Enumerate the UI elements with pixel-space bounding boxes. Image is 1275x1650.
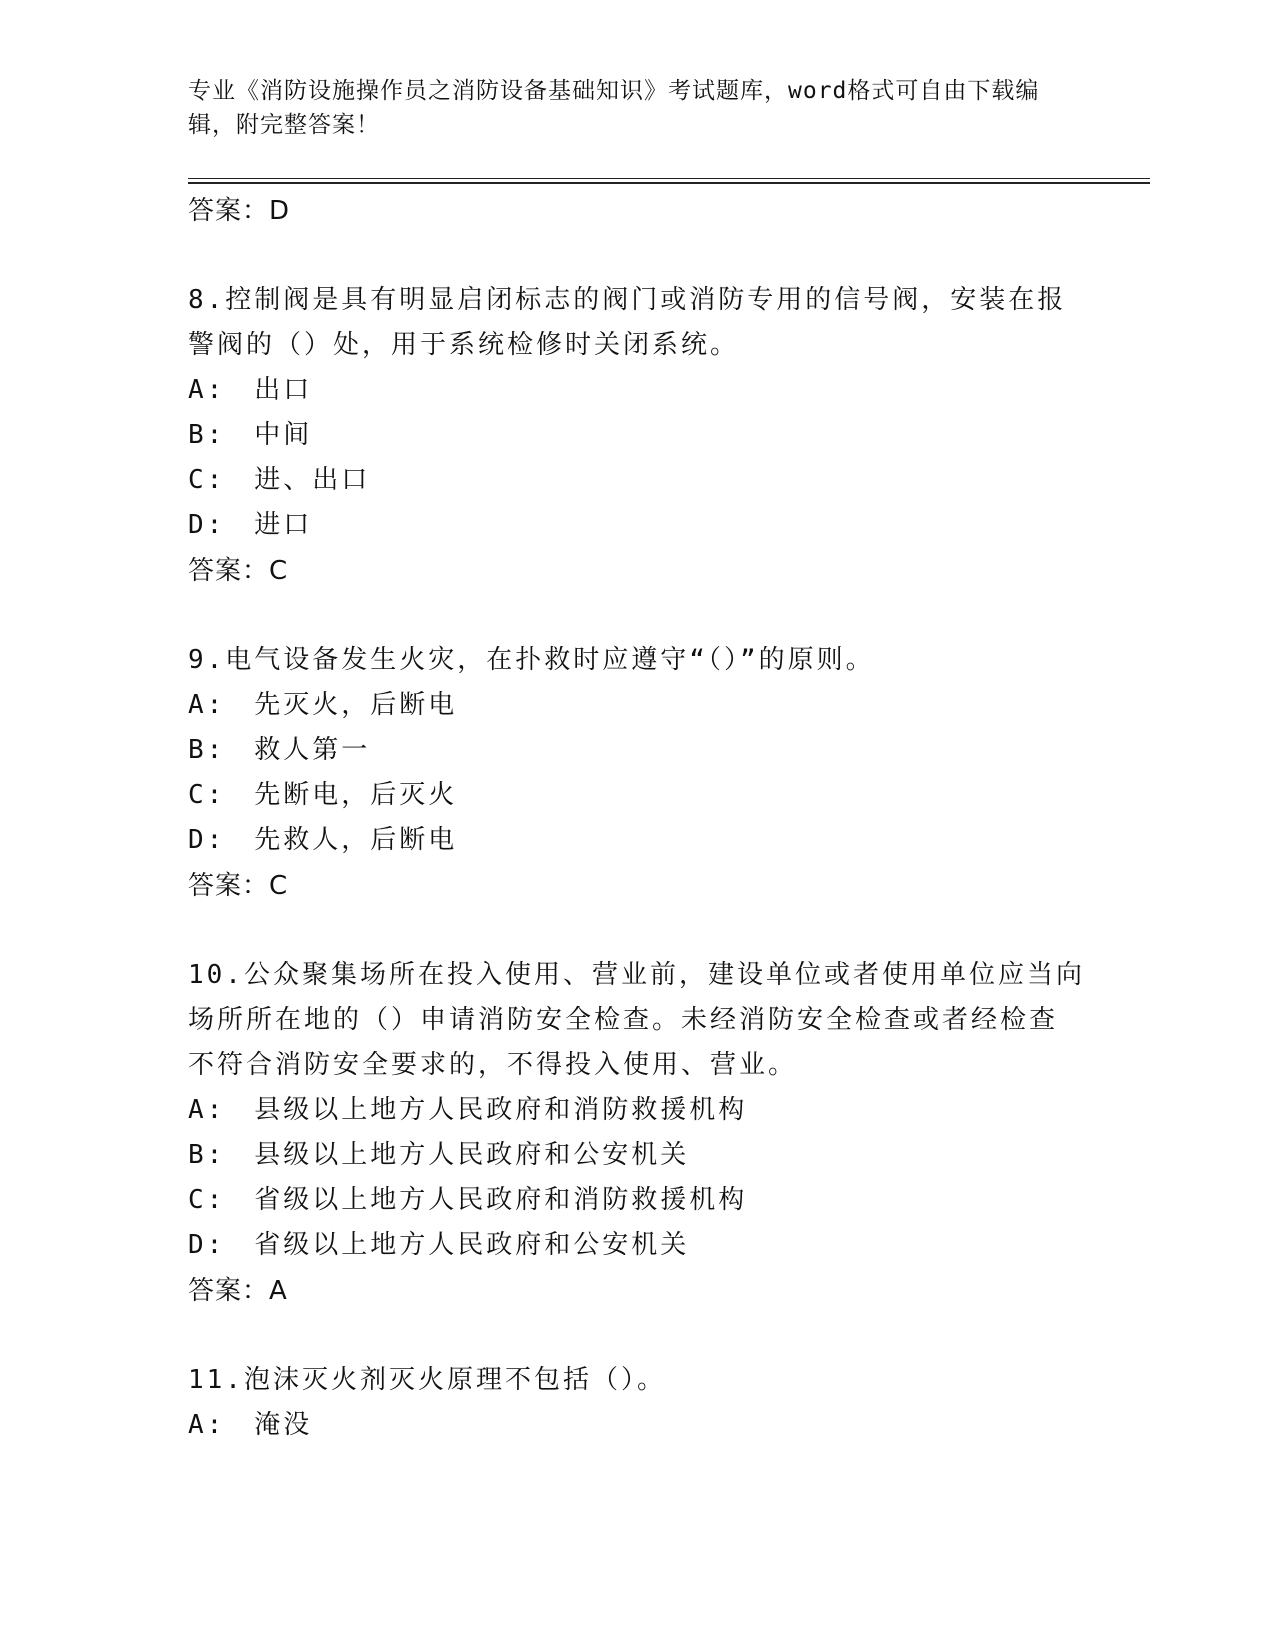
answer-label: 答案：D [188,196,291,226]
document-header [188,74,1068,142]
header-line-2: 辑，附完整答案！ [188,112,380,138]
question-text: 11.泡沫灭火剂灭火原理不包括（）。 [188,1365,666,1395]
answer-label: 答案：A [188,1276,288,1306]
option-a: A: 淹没 [188,1410,313,1440]
option-b: B: 县级以上地方人民政府和公安机关 [188,1140,690,1170]
option-d: D: 进口 [188,510,313,540]
header-rule-thick [188,182,1150,184]
option-a: A: 县级以上地方人民政府和消防救援机构 [188,1095,748,1125]
option-d: D: 省级以上地方人民政府和公安机关 [188,1230,690,1260]
option-a: A: 先灭火，后断电 [188,690,458,720]
question-text: 场所所在地的（）申请消防安全检查。未经消防安全检查或者经检查 [188,1005,1059,1035]
answer-label: 答案：C [188,871,289,901]
answer-label: 答案：C [188,556,289,586]
option-d: D: 先救人，后断电 [188,825,458,855]
option-b: B: 中间 [188,420,313,450]
option-c: C: 进、出口 [188,465,371,495]
option-c: C: 先断电，后灭火 [188,780,458,810]
question-block [188,953,1088,1314]
header-line-1: 专业《消防设施操作员之消防设备基础知识》考试题库，word格式可自由下载编 [188,78,1040,104]
question-block [188,1358,1088,1448]
option-a: A: 出口 [188,375,313,405]
header-rule-thin [188,178,1150,179]
question-text: 8.控制阀是具有明显启闭标志的阀门或消防专用的信号阀，安装在报 [188,285,1067,315]
question-list [188,188,1088,1448]
option-c: C: 省级以上地方人民政府和消防救援机构 [188,1185,748,1215]
question-text: 9.电气设备发生火灾，在扑救时应遵守“（）”的原则。 [188,645,875,675]
option-b: B: 救人第一 [188,735,371,765]
question-text: 10.公众聚集场所在投入使用、营业前，建设单位或者使用单位应当向 [188,960,1085,990]
question-block [188,278,1088,594]
question-text: 不符合消防安全要求的，不得投入使用、营业。 [188,1050,798,1080]
question-text: 警阀的（）处，用于系统检修时关闭系统。 [188,330,740,360]
question-block [188,638,1088,909]
